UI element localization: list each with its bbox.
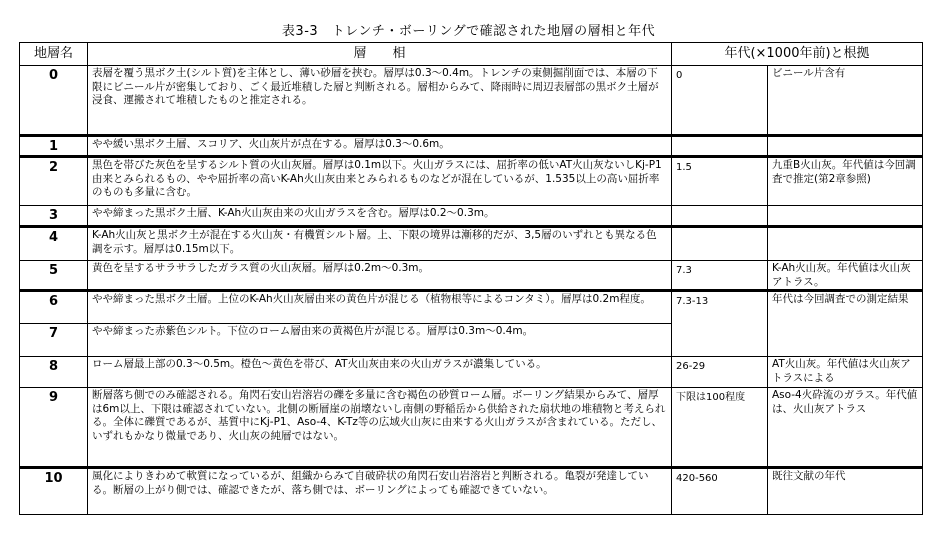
age-cell: 0 — [672, 66, 768, 136]
age-cell: 420-560 — [672, 468, 768, 515]
layer-number: 0 — [20, 66, 88, 136]
age-cell: 下限は100程度 — [672, 388, 768, 468]
basis-cell: 九重B火山灰。年代値は今回調査で推定(第2章参照) — [768, 157, 923, 206]
layer-number: 5 — [20, 261, 88, 291]
layer-number: 8 — [20, 357, 88, 388]
layer-number: 7 — [20, 324, 88, 357]
facies-cell: やや締まった黒ボク土層。上位のK-Ah火山灰層由来の黄色片が混じる（植物根等によるコンタミ）。層厚は0.2m程度。 — [88, 291, 672, 324]
layer-number: 4 — [20, 227, 88, 261]
basis-cell: AT火山灰。年代値は火山灰アトラスによる — [768, 357, 923, 388]
layer-number: 3 — [20, 206, 88, 227]
age-cell: 7.3 — [672, 261, 768, 291]
age-cell: 7.3-13 — [672, 291, 768, 357]
table-row — [20, 388, 923, 468]
basis-cell — [768, 206, 923, 227]
table-row — [20, 468, 923, 515]
basis-cell: ビニール片含有 — [768, 66, 923, 136]
facies-cell: 黄色を呈するサラサラしたガラス質の火山灰層。層厚は0.2m～0.3m。 — [88, 261, 672, 291]
strata-table — [19, 42, 923, 515]
age-cell — [672, 136, 768, 157]
age-cell — [672, 206, 768, 227]
facies-cell: 断層落ち側でのみ確認される。角閃石安山岩溶岩の礫を多量に含む褐色の砂質ローム層。ボーリング結果からみて、層厚は6m以上、下限は確認されていない。北側の断層崖の崩壊ないし南側の野稲岳から供給された扇状地の堆積物と考えられる。全体に礫質であるが、基質中にKj-P1、Aso-4、K-Tz等の広域火山灰に由来する火山ガラスが含まれている。ただし、いずれもかなり微量であり、火山灰の純層ではない。 — [88, 388, 672, 468]
basis-cell — [768, 136, 923, 157]
table-row — [20, 227, 923, 261]
facies-cell: やや締まった黒ボク土層、K-Ah火山灰由来の火山ガラスを含む。層厚は0.2～0.3m。 — [88, 206, 672, 227]
table-row — [20, 66, 923, 136]
header-layer: 地層名 — [20, 43, 88, 66]
age-cell: 1.5 — [672, 157, 768, 206]
layer-number: 9 — [20, 388, 88, 468]
table-title: 表3-3 トレンチ・ボーリングで確認された地層の層相と年代 — [281, 24, 656, 39]
facies-cell: 表層を覆う黒ボク土(シルト質)を主体とし、薄い砂層を挟む。層厚は0.3～0.4m。トレンチの東側掘削面では、本層の下限にビニール片が密集しており、ごく最近堆積した層と判断される。層相からみて、降雨時に周辺表層部の黒ボク土層が浸食、運搬されて堆積したものと推定される。 — [88, 66, 672, 136]
table-row — [20, 136, 923, 157]
header-age: 年代(×1000年前)と根拠 — [672, 43, 923, 66]
facies-cell: やや緩い黒ボク土層、スコリア、火山灰片が点在する。層厚は0.3～0.6m。 — [88, 136, 672, 157]
header-row — [20, 43, 923, 66]
layer-number: 10 — [20, 468, 88, 515]
table-row — [20, 291, 923, 324]
layer-number: 6 — [20, 291, 88, 324]
table-row — [20, 206, 923, 227]
basis-cell — [768, 227, 923, 261]
basis-cell: Aso-4火砕流のガラス。年代値は、火山灰アトラス — [768, 388, 923, 468]
facies-cell: K-Ah火山灰と黒ボク土が混在する火山灰・有機質シルト層。上、下限の境界は漸移的だが、3,5層のいずれとも異なる色調を示す。層厚は0.15m以下。 — [88, 227, 672, 261]
basis-cell: K-Ah火山灰。年代値は火山灰アトラス。 — [768, 261, 923, 291]
header-facies: 層 相 — [88, 43, 672, 66]
table-row — [20, 157, 923, 206]
basis-cell: 既往文献の年代 — [768, 468, 923, 515]
facies-cell: 黒色を帯びた灰色を呈するシルト質の火山灰層。層厚は0.1m以下。火山ガラスには、屈折率の低いAT火山灰ないしKj-P1由来とみられるもの、やや屈折率の高いK-Ah火山灰由来とみられるものなどが混在しているが、1.535以上の高い屈折率のものも多量に含む。 — [88, 157, 672, 206]
table-row — [20, 261, 923, 291]
layer-number: 1 — [20, 136, 88, 157]
age-cell: 26-29 — [672, 357, 768, 388]
age-cell — [672, 227, 768, 261]
facies-cell: やや締まった赤紫色シルト。下位のローム層由来の黄褐色片が混じる。層厚は0.3m～0.4m。 — [88, 324, 672, 357]
basis-cell: 年代は今回調査での測定結果 — [768, 291, 923, 357]
table-row — [20, 357, 923, 388]
facies-cell: ローム層最上部の0.3～0.5m。橙色～黄色を帯び、AT火山灰由来の火山ガラスが濃集している。 — [88, 357, 672, 388]
facies-cell: 風化によりきわめて軟質になっているが、組織からみて自破砕状の角閃石安山岩溶岩と判断される。亀裂が発達している。断層の上がり側では、確認できたが、落ち側では、ボーリングによっても確認できていない。 — [88, 468, 672, 515]
layer-number: 2 — [20, 157, 88, 206]
